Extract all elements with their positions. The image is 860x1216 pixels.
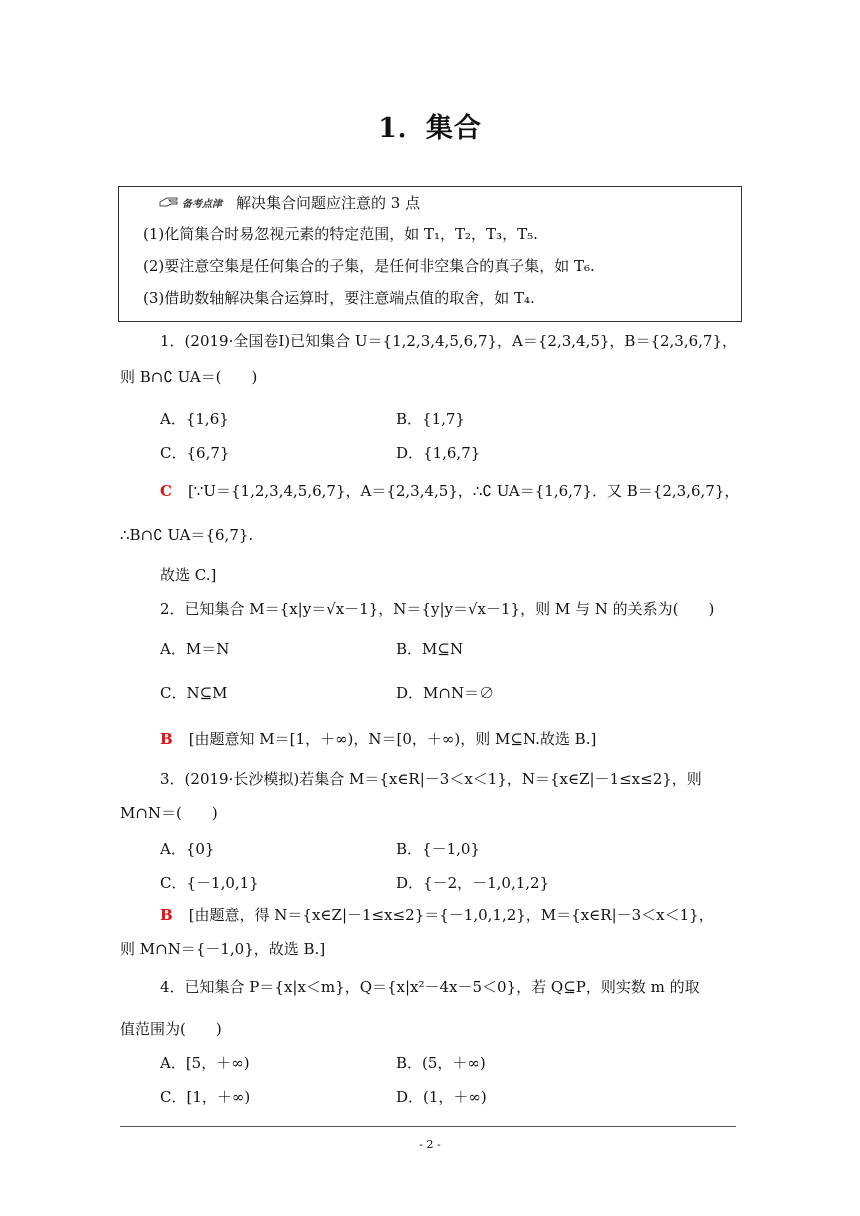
- q1-option-b: B．{1,7}: [396, 410, 465, 428]
- tip-line: (1)化简集合时易忽视元素的特定范围，如 T₁，T₂，T₃，T₅.: [143, 225, 538, 243]
- q3-solution-cont: 则 M∩N＝{－1,0}，故选 B.]: [120, 940, 326, 958]
- page-number: - 2 -: [419, 1138, 441, 1151]
- tip-box: [118, 186, 742, 322]
- hand-pointer-icon: [159, 196, 179, 208]
- tip-badge: [159, 195, 222, 210]
- q3-option-c: C．{－1,0,1}: [160, 874, 259, 892]
- q3-solution-text: [由题意，得 N＝{x∈Z|－1≤x≤2}＝{－1,0,1,2}，M＝{x∈R|－3＜x＜1}，: [188, 906, 714, 924]
- q1-option-d: D．{1,6,7}: [396, 444, 481, 462]
- q3-stem: 3．(2019·长沙模拟)若集合 M＝{x∈R|－3＜x＜1}，N＝{x∈Z|－1≤x≤2}，则: [160, 770, 702, 788]
- q1-solution: [160, 480, 739, 501]
- q2-option-c: C．N⊆M: [160, 684, 228, 702]
- q2-solution-text: [由题意知 M＝[1，＋∞)，N＝[0，＋∞)，则 M⊆N.故选 B.]: [188, 730, 597, 748]
- q4-option-a: A．[5，＋∞): [160, 1054, 250, 1072]
- q1-solution-cont: ∴B∩∁ UA＝{6,7}.: [120, 526, 254, 544]
- q2-option-b: B．M⊆N: [396, 640, 464, 658]
- q1-solution-end: 故选 C.]: [160, 566, 217, 584]
- tip-badge-label: 备考点津: [182, 198, 222, 210]
- q2-option-d: D．M∩N＝∅: [396, 684, 495, 702]
- q2-answer: B: [160, 730, 173, 748]
- q3-option-a: A．{0}: [160, 840, 215, 858]
- q1-option-a: A．{1,6}: [160, 410, 229, 428]
- footer-divider: [120, 1126, 736, 1127]
- q2-option-a: A．M＝N: [160, 640, 230, 658]
- q4-stem-cont: 值范围为( ): [120, 1020, 222, 1038]
- q3-answer: B: [160, 906, 173, 924]
- page-title: 1．集合: [378, 113, 482, 144]
- tip-line: (2)要注意空集是任何集合的子集，是任何非空集合的真子集，如 T₆.: [143, 257, 595, 275]
- q4-option-c: C．[1，＋∞): [160, 1088, 251, 1106]
- q4-stem: 4．已知集合 P＝{x|x＜m}，Q＝{x|x²－4x－5＜0}，若 Q⊆P，则实数 m 的取: [160, 978, 700, 996]
- q3-stem-cont: M∩N＝( ): [120, 804, 218, 822]
- tip-line: (3)借助数轴解决集合运算时，要注意端点值的取舍，如 T₄.: [143, 289, 535, 307]
- q3-option-d: D．{－2，－1,0,1,2}: [396, 874, 550, 892]
- q4-option-b: B．(5，＋∞): [396, 1054, 486, 1072]
- q3-option-b: B．{－1,0}: [396, 840, 480, 858]
- q1-answer: C: [160, 482, 172, 500]
- q1-stem-cont: 则 B∩∁ UA＝( ): [120, 368, 258, 386]
- q3-solution: [160, 904, 714, 925]
- tip-header: [159, 191, 420, 213]
- q1-option-c: C．{6,7}: [160, 444, 230, 462]
- tip-heading: 解决集合问题应注意的 3 点: [236, 193, 421, 212]
- q2-solution: [160, 728, 596, 749]
- q2-stem: 2．已知集合 M＝{x|y＝√x－1}，N＝{y|y＝√x－1}，则 M 与 N 的关系为( ): [160, 600, 715, 618]
- q1-solution-text: [∵U＝{1,2,3,4,5,6,7}，A＝{2,3,4,5}，∴∁ UA＝{1,6,7}．又 B＝{2,3,6,7}，: [187, 482, 740, 500]
- q4-option-d: D．(1，＋∞): [396, 1088, 487, 1106]
- q1-stem: 1．(2019·全国卷Ⅰ)已知集合 U＝{1,2,3,4,5,6,7}，A＝{2,3,4,5}，B＝{2,3,6,7}，: [160, 332, 738, 350]
